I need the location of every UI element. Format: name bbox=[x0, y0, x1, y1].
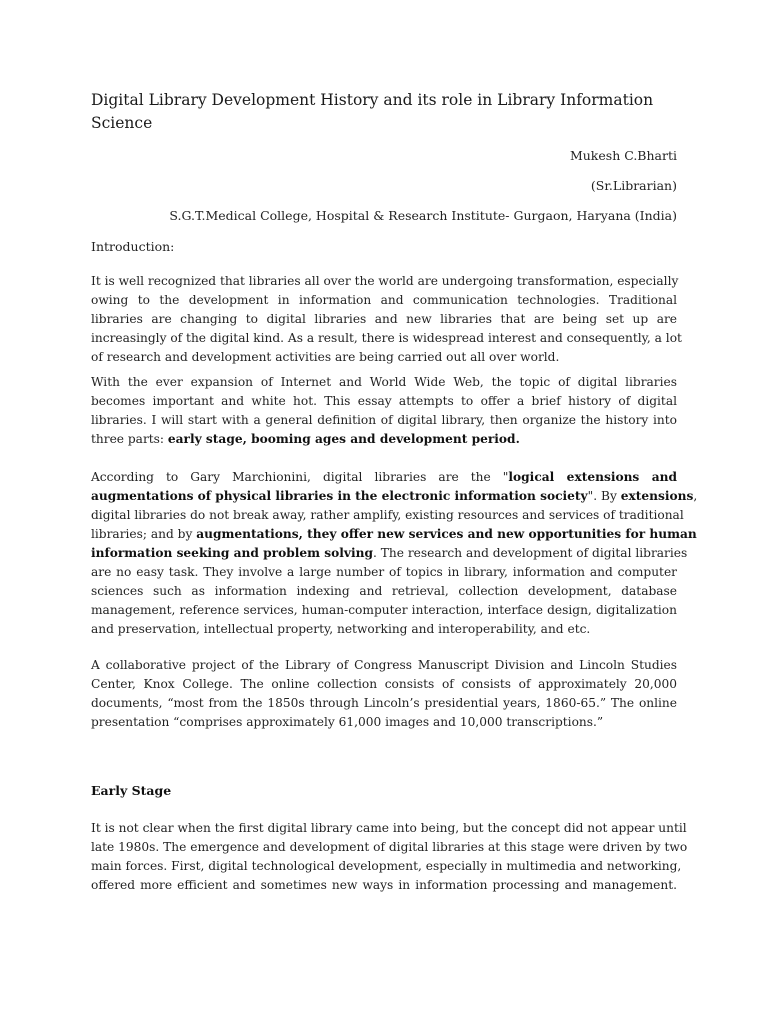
paragraph-line: late 1980s. The emergence and development of digital libraries at this stage were driven by two bbox=[91, 840, 688, 854]
paragraph-line: It is not clear when the first digital library came into being, but the concept did not appear until bbox=[91, 821, 687, 835]
paragraph-line bbox=[91, 487, 698, 506]
paragraph-line: offered more efficient and sometimes new ways in information processing and management. bbox=[91, 878, 677, 892]
paragraph-line: digital libraries do not break away, rather amplify, existing resources and services of traditional bbox=[91, 508, 684, 522]
paragraph-line: increasingly of the digital kind. As a result, there is widespread interest and consequently, a lot bbox=[91, 331, 682, 345]
text-run: libraries; and by bbox=[91, 527, 197, 541]
paragraph-line: A collaborative project of the Library of Congress Manuscript Division and Lincoln Studies bbox=[91, 658, 677, 672]
text-run: According to Gary Marchionini, digital libraries are the " bbox=[91, 470, 509, 484]
paragraph-5 bbox=[91, 819, 688, 895]
paragraph-line bbox=[91, 430, 677, 449]
text-run: . The research and development of digital libraries bbox=[373, 546, 688, 560]
paragraph-3 bbox=[91, 468, 698, 639]
bold-phrase: augmentations, they offer new services and new opportunities for human bbox=[196, 527, 697, 541]
bold-phrase: extensions bbox=[620, 489, 694, 503]
paragraph-line: With the ever expansion of Internet and World Wide Web, the topic of digital libraries bbox=[91, 375, 677, 389]
paragraph-line bbox=[91, 544, 688, 563]
paragraph-line: becomes important and white hot. This essay attempts to offer a brief history of digital bbox=[91, 394, 677, 408]
paragraph-line: are no easy task. They involve a large number of topics in library, information and computer bbox=[91, 565, 677, 579]
document-title: Digital Library Development History and its role in Library Information Science bbox=[91, 91, 654, 132]
paragraph-line bbox=[91, 468, 677, 487]
paragraph-2 bbox=[91, 373, 677, 449]
paragraph-1 bbox=[91, 272, 682, 367]
introduction-heading: Introduction: bbox=[91, 239, 175, 254]
paragraph-line bbox=[91, 525, 697, 544]
paragraph-line: of research and development activities are being carried out all over world. bbox=[91, 350, 560, 364]
bold-phrase: information seeking and problem solving bbox=[91, 546, 373, 560]
early-stage-heading: Early Stage bbox=[91, 783, 172, 798]
paragraph-4 bbox=[91, 656, 677, 732]
text-run: , bbox=[693, 489, 698, 503]
author-role: (Sr.Librarian) bbox=[590, 178, 677, 193]
paragraph-line: libraries. I will start with a general definition of digital library, then organize the history into bbox=[91, 413, 677, 427]
paragraph-line: management, reference services, human-computer interaction, interface design, digitalization bbox=[91, 603, 677, 617]
paragraph-line: main forces. First, digital technological development, especially in multimedia and networking, bbox=[91, 859, 682, 873]
paragraph-line: documents, “most from the 1850s through Lincoln’s presidential years, 1860-65.” The online bbox=[91, 696, 677, 710]
paragraph-line: sciences such as information indexing and retrieval, collection development, database bbox=[91, 584, 677, 598]
author-name: Mukesh C.Bharti bbox=[569, 148, 677, 163]
paragraph-line: libraries are changing to digital libraries and new libraries that are being set up are bbox=[91, 312, 677, 326]
paragraph-line: owing to the development in information and communication technologies. Traditional bbox=[91, 293, 677, 307]
paragraph-line: and preservation, intellectual property, networking and interoperability, and etc. bbox=[91, 622, 591, 636]
text-run: three parts: bbox=[91, 432, 168, 446]
bold-phrase: augmentations of physical libraries in the electronic information society bbox=[91, 489, 588, 503]
paragraph-line: presentation “comprises approximately 61,000 images and 10,000 transcriptions.” bbox=[91, 715, 604, 729]
bold-phrase: logical extensions and bbox=[508, 470, 677, 484]
paragraph-line: It is well recognized that libraries all over the world are undergoing transformation, especially bbox=[91, 274, 679, 288]
bold-phrase: early stage, booming ages and development period. bbox=[167, 432, 520, 446]
text-run: ". By bbox=[587, 489, 621, 503]
author-affiliation: S.G.T.Medical College, Hospital & Research Institute- Gurgaon, Haryana (India) bbox=[169, 208, 677, 223]
paragraph-line: Center, Knox College. The online collection consists of consists of approximately 20,000 bbox=[91, 677, 677, 691]
